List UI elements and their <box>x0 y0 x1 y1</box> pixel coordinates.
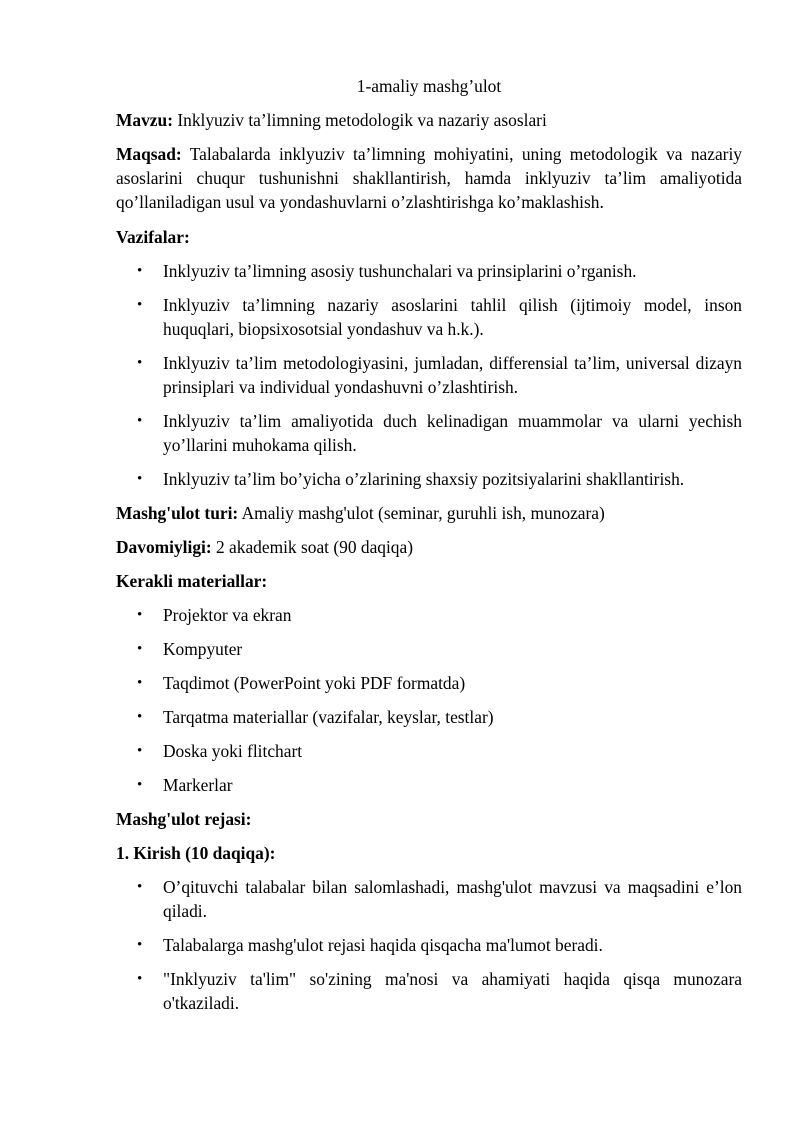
duration-paragraph <box>116 535 742 559</box>
bullet-icon: • <box>137 263 143 279</box>
list-item-text: Talabalarga mashg'ulot rejasi haqida qisqacha ma'lumot beradi. <box>163 935 603 955</box>
duration-label: Davomiyligi: <box>116 537 212 557</box>
list-item-text: Inklyuziv ta’lim amaliyotida duch kelinadigan muammolar va ularni yechish yo’llarini muhokama qilish. <box>163 411 742 455</box>
bullet-icon: • <box>137 355 143 371</box>
document-page <box>116 74 742 1025</box>
list-item-text: Inklyuziv ta’limning nazariy asoslarini tahlil qilish (ijtimoiy model, inson huquqlari, biopsixosotsial yondashuv va h.k.). <box>163 295 742 339</box>
list-item-text: Taqdimot (PowerPoint yoki PDF formatda) <box>163 673 466 693</box>
tasks-heading: Vazifalar: <box>116 227 190 247</box>
session-type-label: Mashg'ulot turi: <box>116 503 239 523</box>
list-item-text: Inklyuziv ta’limning asosiy tushunchalari va prinsiplarini o’rganish. <box>163 261 637 281</box>
bullet-icon: • <box>137 607 143 623</box>
list-item-text: Kompyuter <box>163 639 243 659</box>
list-item <box>116 637 742 661</box>
list-item <box>116 603 742 627</box>
list-item-text: Doska yoki flitchart <box>163 741 303 761</box>
materials-heading: Kerakli materiallar: <box>116 571 268 591</box>
page-title: 1-amaliy mashg’ulot <box>356 76 502 96</box>
list-item <box>116 293 742 341</box>
intro-list <box>116 875 742 1015</box>
bullet-icon: • <box>137 879 143 895</box>
bullet-icon: • <box>137 709 143 725</box>
list-item <box>116 671 742 695</box>
list-item <box>116 773 742 797</box>
session-type-paragraph <box>116 501 742 525</box>
list-item-text: Tarqatma materiallar (vazifalar, keyslar, testlar) <box>163 707 494 727</box>
intro-heading: 1. Kirish (10 daqiqa): <box>116 843 276 863</box>
bullet-icon: • <box>137 641 143 657</box>
list-item-text: Projektor va ekran <box>163 605 292 625</box>
bullet-icon: • <box>137 413 143 429</box>
goal-text: Talabalarda inklyuziv ta’limning mohiyatini, uning metodologik va nazariy asoslarini chuqur tushunishni shakllantirish, hamda inklyuziv ta’lim amaliyotida qo’llaniladigan usul va yondashuvlarni o’zlashtirishga ko’maklashish. <box>116 144 742 212</box>
bullet-icon: • <box>137 471 143 487</box>
list-item-text: "Inklyuziv ta'lim" so'zining ma'nosi va ahamiyati haqida qisqa munozara o'tkaziladi. <box>163 969 742 1013</box>
list-item-text: Inklyuziv ta’lim bo’yicha o’zlarining shaxsiy pozitsiyalarini shakllantirish. <box>163 469 685 489</box>
list-item <box>116 875 742 923</box>
list-item <box>116 351 742 399</box>
list-item-text: Inklyuziv ta’lim metodologiyasini, jumladan, differensial ta’lim, universal dizayn prinsiplari va individual yondashuvni o’zlashtirish. <box>163 353 742 397</box>
bullet-icon: • <box>137 743 143 759</box>
list-item <box>116 259 742 283</box>
session-type-text: Amaliy mashg'ulot (seminar, guruhli ish, munozara) <box>238 503 605 523</box>
tasks-list <box>116 259 742 491</box>
goal-paragraph <box>116 142 742 214</box>
list-item <box>116 705 742 729</box>
goal-label: Maqsad: <box>116 144 182 164</box>
topic-text: Inklyuziv ta’limning metodologik va nazariy asoslari <box>173 110 547 130</box>
bullet-icon: • <box>137 937 143 953</box>
bullet-icon: • <box>137 297 143 313</box>
list-item <box>116 467 742 491</box>
plan-heading: Mashg'ulot rejasi: <box>116 809 252 829</box>
list-item <box>116 933 742 957</box>
list-item <box>116 967 742 1015</box>
bullet-icon: • <box>137 777 143 793</box>
list-item-text: Markerlar <box>163 775 233 795</box>
duration-text: 2 akademik soat (90 daqiqa) <box>211 537 414 557</box>
topic-label: Mavzu: <box>116 110 173 130</box>
bullet-icon: • <box>137 971 143 987</box>
list-item <box>116 739 742 763</box>
materials-list <box>116 603 742 797</box>
list-item-text: O’qituvchi talabalar bilan salomlashadi, mashg'ulot mavzusi va maqsadini e’lon qiladi. <box>163 877 742 921</box>
list-item <box>116 409 742 457</box>
topic-paragraph <box>116 108 742 132</box>
bullet-icon: • <box>137 675 143 691</box>
